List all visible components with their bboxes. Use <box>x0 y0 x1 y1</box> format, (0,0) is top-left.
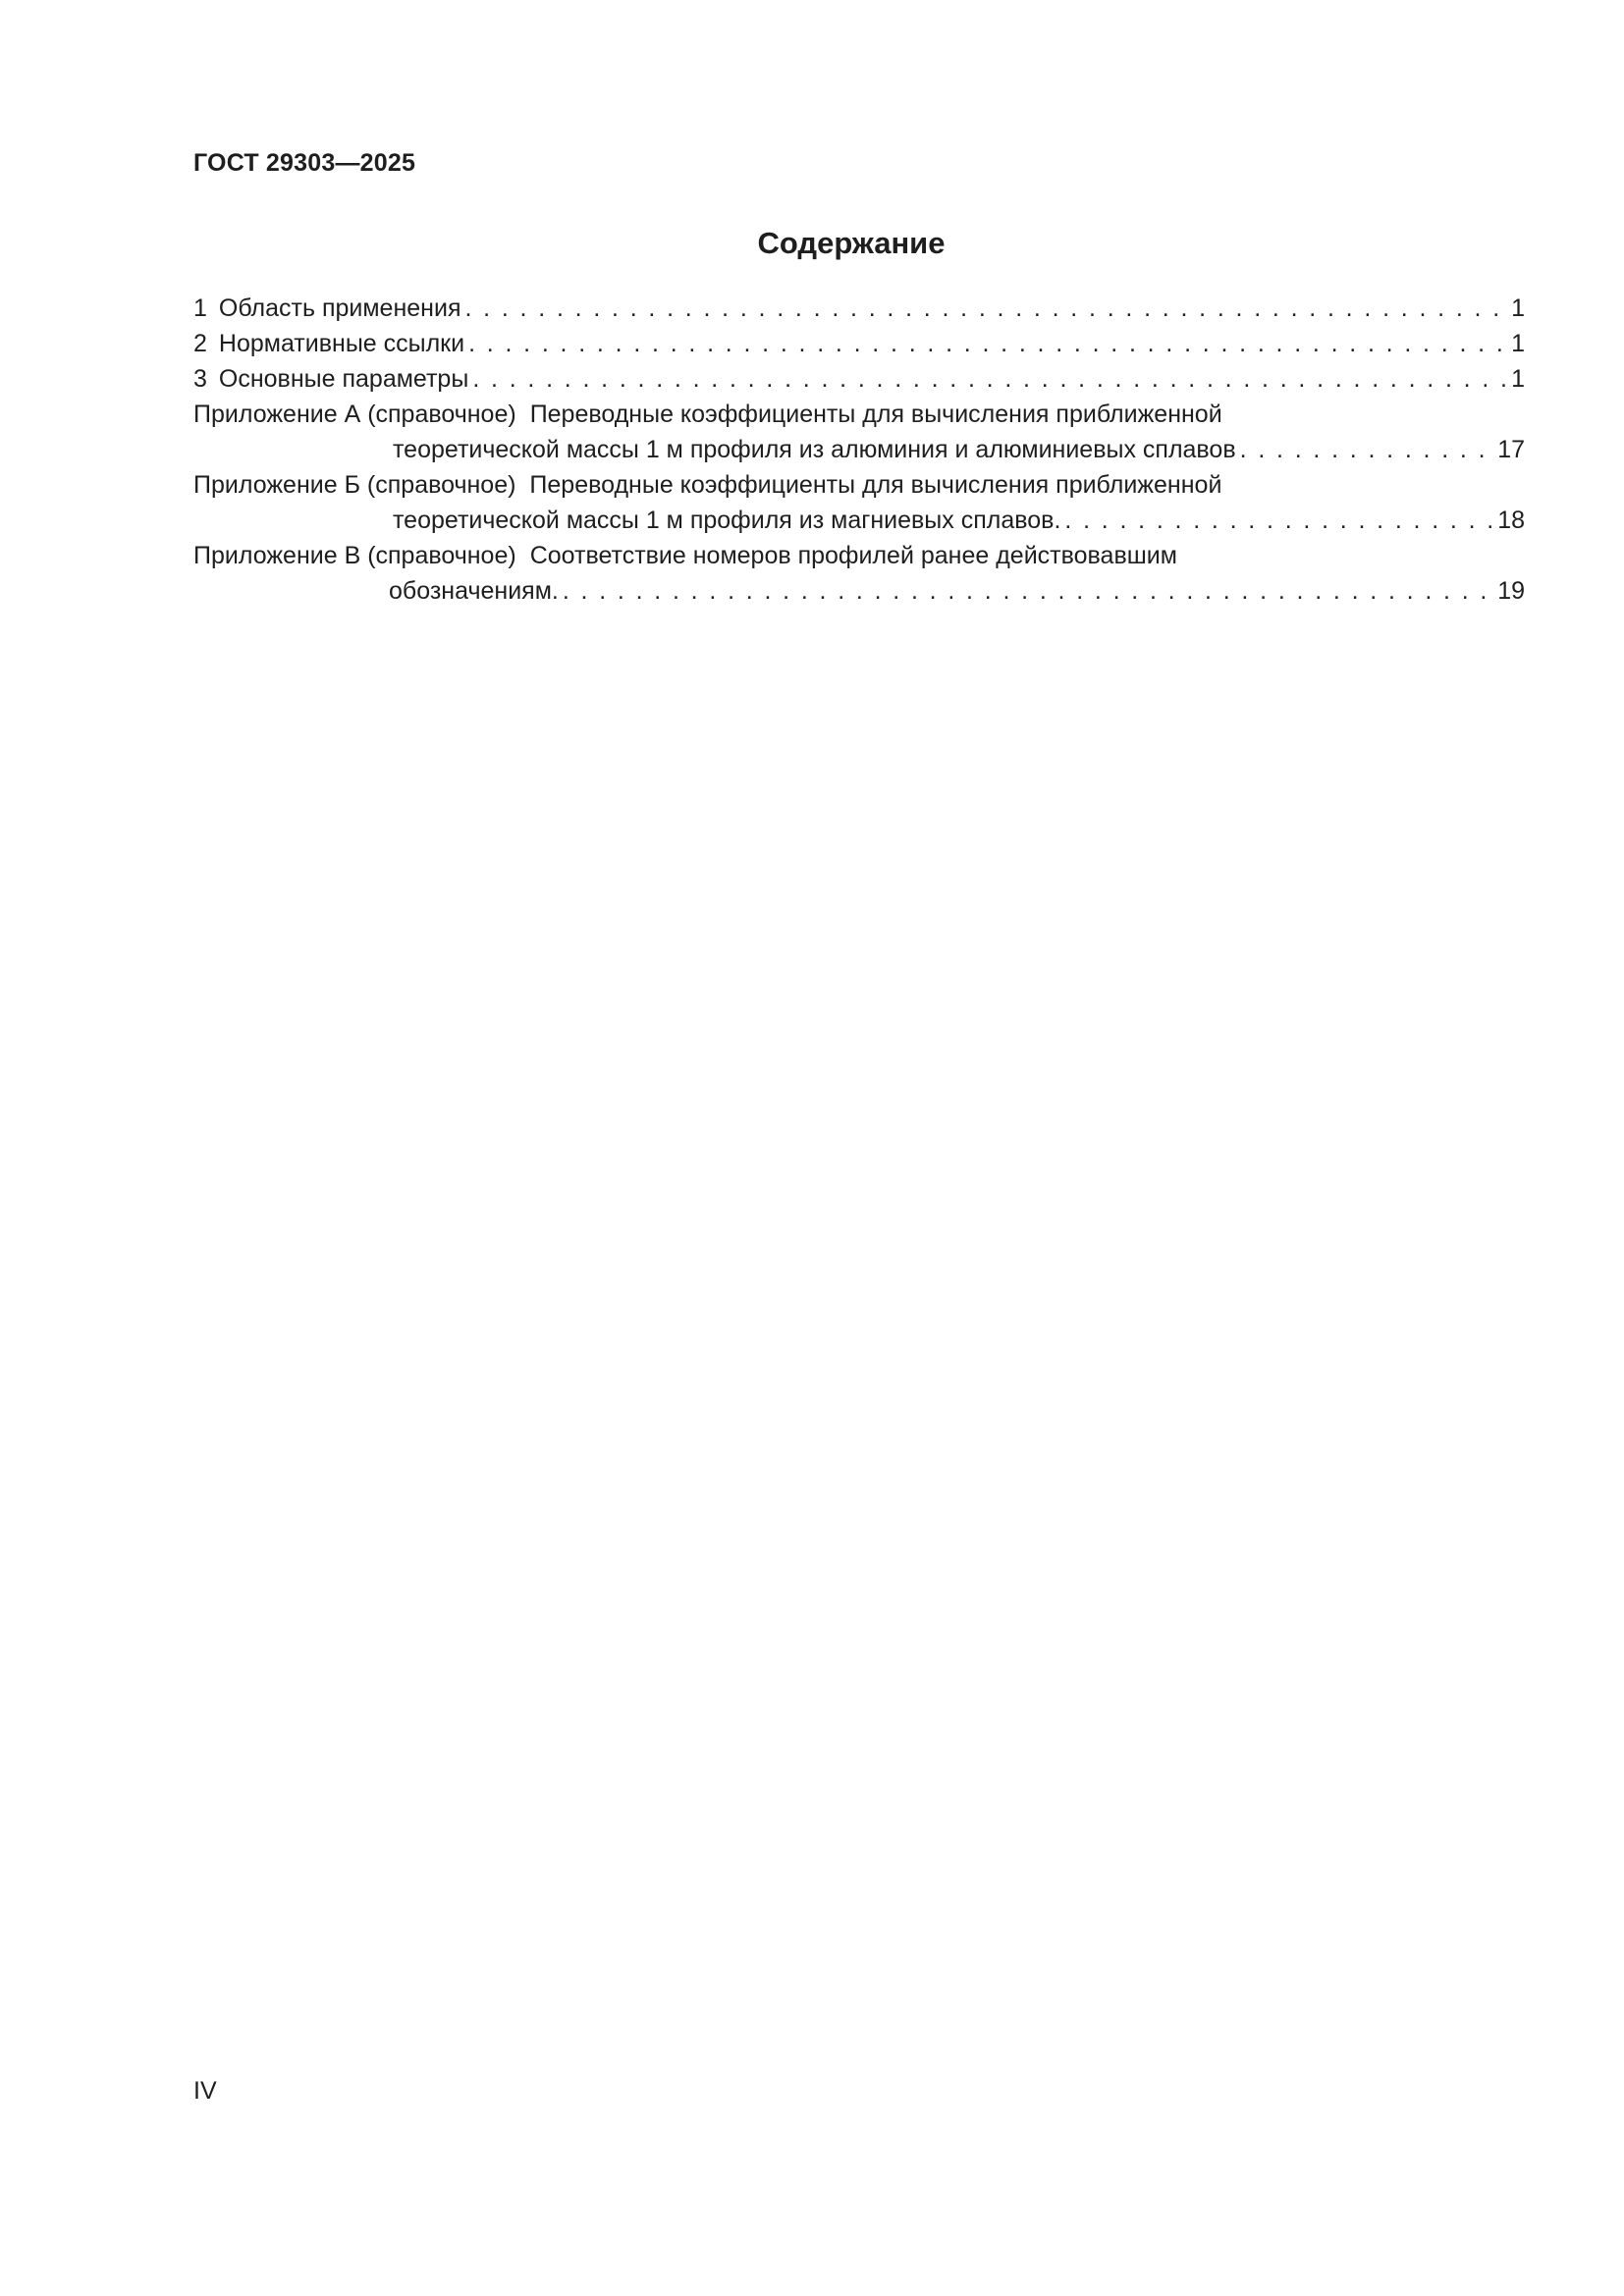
toc-appendix-line <box>193 573 1525 609</box>
toc-appendix-title-continued: теоретической массы 1 м профиля из магниевых сплавов. <box>393 507 1061 534</box>
toc-leader-dots <box>472 361 1509 397</box>
toc-entry-page: 1 <box>1511 365 1525 393</box>
toc-entry-page: 18 <box>1497 507 1525 534</box>
toc-entry-title: Основные параметры <box>218 365 469 393</box>
toc-appendix-title-continued: теоретической массы 1 м профиля из алюминия и алюминиевых сплавов <box>393 436 1236 463</box>
toc-entry-page: 19 <box>1497 577 1525 605</box>
toc-appendix-prefix: Приложение А (справочное) <box>193 400 516 428</box>
toc-appendix-line <box>193 467 1525 503</box>
toc-leader-dots <box>563 573 1495 609</box>
toc-appendix-title: Переводные коэффициенты для вычисления приближенной <box>529 400 1222 428</box>
toc-entry-title: Нормативные ссылки <box>218 330 465 357</box>
toc-appendix-v[interactable] <box>193 538 1525 609</box>
toc-entry[interactable] <box>193 291 1525 326</box>
toc-appendix-title: Переводные коэффициенты для вычисления приближенной <box>529 471 1222 499</box>
toc-appendix-title: Соответствие номеров профилей ранее действовавшим <box>529 542 1177 569</box>
toc-entry[interactable] <box>193 326 1525 361</box>
toc-leader-dots <box>468 326 1509 361</box>
toc-appendix-prefix: Приложение В (справочное) <box>193 542 516 569</box>
toc-leader-dots <box>1240 432 1496 467</box>
toc-entry-number: 1 <box>193 294 207 322</box>
toc-entry-number: 3 <box>193 365 207 393</box>
toc-appendix-prefix: Приложение Б (справочное) <box>193 471 516 499</box>
page-number: IV <box>193 2077 217 2105</box>
toc-entry-page: 1 <box>1511 330 1525 357</box>
toc-appendix-title-continued: обозначениям. <box>389 577 559 605</box>
toc-appendix-b[interactable] <box>193 467 1525 538</box>
toc-entry-page: 1 <box>1511 294 1525 322</box>
toc-entry-page: 17 <box>1497 436 1525 463</box>
toc-appendix-line <box>193 397 1525 432</box>
toc-appendix-a[interactable] <box>193 397 1525 467</box>
toc-appendix-line <box>193 432 1525 467</box>
toc-leader-dots <box>464 291 1509 326</box>
toc-appendix-line <box>193 538 1525 573</box>
toc-title: Содержание <box>757 226 946 260</box>
toc-appendix-line <box>193 503 1525 538</box>
toc-entry[interactable] <box>193 361 1525 397</box>
toc-entry-number: 2 <box>193 330 207 357</box>
toc-entry-title: Область применения <box>218 294 461 322</box>
document-id: ГОСТ 29303—2025 <box>193 149 416 177</box>
toc-leader-dots <box>1064 503 1495 538</box>
table-of-contents <box>193 291 1525 609</box>
